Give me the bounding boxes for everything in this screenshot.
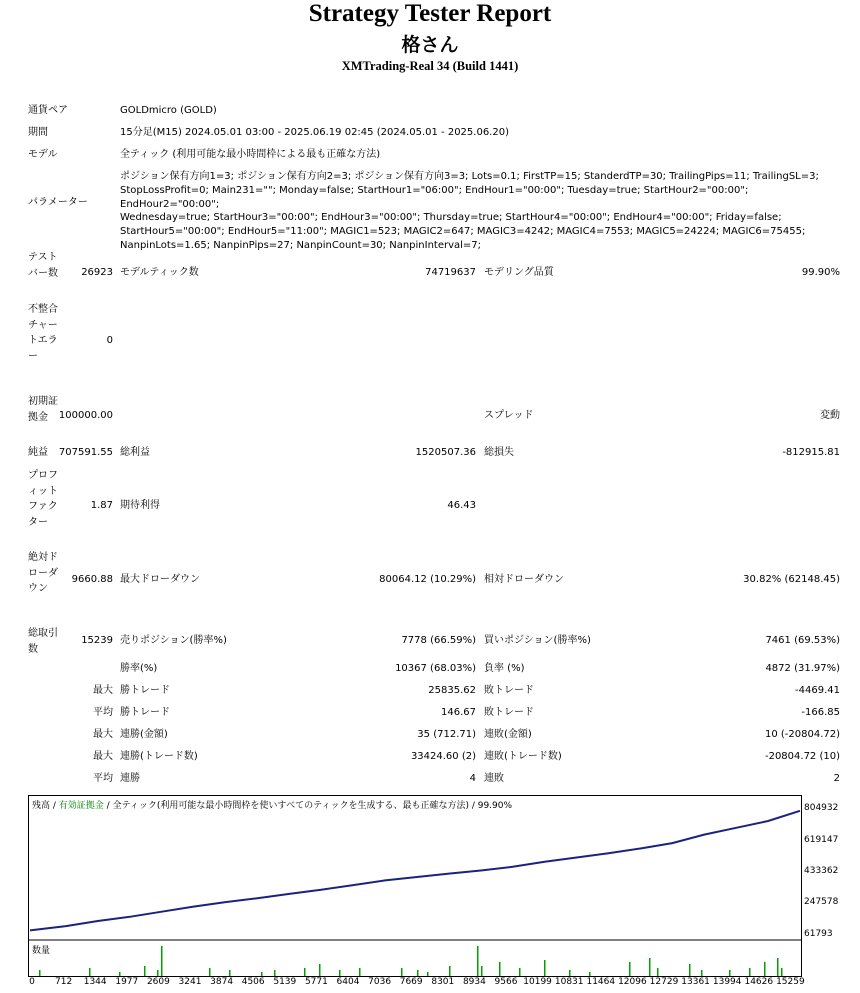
trades-value: 15239 [81,635,113,646]
win-rate-value: 10367 (68.03%) [395,663,476,674]
x-tick-label: 6404 [336,977,360,987]
params-value [120,170,820,253]
x-tick-label: 4506 [241,977,265,987]
max-cons-profit-label: 連勝(トレード数) [120,751,198,762]
ticks-label: モデルティック数 [120,267,199,278]
params-line: StartHour5="00:00"; EndHour5="11:00"; MAGIC1=523; MAGIC2=647; MAGIC3=4242; MAGIC4=7553; MAGIC5=24224; MAGIC6=75455; [120,226,806,238]
pf-row [0,468,860,544]
loss-rate-label: 負率 (%) [484,663,525,674]
avg-word: 平均 [93,773,113,784]
x-tick-label: 11464 [586,977,616,987]
legend-sep: / [103,801,113,811]
mismatch-row [0,302,860,380]
volume-bar [544,960,546,976]
pf-label: プロフィットファクター [28,470,58,528]
max-cons-losses-value: 10 (-20804.72) [764,729,840,740]
trades-row [0,626,860,658]
volume-bar [144,966,146,976]
max-cons-loss-label: 連敗(トレード数) [484,751,562,762]
deposit-value: 100000.00 [58,410,113,421]
quality-label: モデリング品質 [484,267,554,278]
chart-plot [29,796,801,976]
y-tick-label: 804932 [804,803,839,813]
max-cons-wins-value: 35 (712.71) [417,729,476,740]
params-line: StopLossProfit=0; Main231=""; Monday=false; StartHour1="06:00"; EndHour1="00:00"; Tuesday=true; StartHour2="00:00"; EndHour2="00:00"; [120,184,749,210]
x-tick-label: 13994 [712,977,742,987]
gross-profit-value: 1520507.36 [415,447,476,458]
volume-bar [777,958,779,976]
x-tick-label: 3874 [210,977,234,987]
avg-cons-losses-value: 2 [833,773,840,784]
x-tick-label: 10199 [523,977,552,987]
spread-value: 変動 [820,410,840,421]
long-label: 買いポジション(勝率%) [484,635,591,646]
x-tick-label: 0 [29,977,35,987]
max-cons-wins-label: 連勝(金額) [120,729,168,740]
max-cons-loss-value: -20804.72 (10) [764,751,840,762]
volume-bar [229,970,231,976]
deposit-row [0,394,860,440]
symbol-value: GOLDmicro (GOLD) [120,105,217,116]
drawdown-row [0,550,860,612]
gross-loss-label: 総損失 [484,447,514,458]
legend-margin: 有効証拠金 [58,801,104,811]
balance-line [30,811,800,931]
volume-bar [339,970,341,976]
legend-model: 全ティック(利用可能な最小時間枠を使いすべてのティックを生成する、最も正確な方法) [112,801,469,811]
bars-value: 26923 [81,267,113,278]
avg-cons-losses-label: 連敗 [484,773,504,784]
volume-bar [689,964,691,976]
spread-label: スプレッド [484,410,534,421]
max-word: 最大 [93,685,113,696]
volume-bar [427,972,429,976]
period-label: 期間 [28,127,48,138]
y-tick-label: 433362 [804,866,839,876]
volume-bar [764,962,766,976]
volume-bar [89,968,91,976]
volume-bar [481,966,483,976]
x-tick-label: 15259 [776,977,805,987]
params-row [0,170,860,251]
net-label: 純益 [28,447,48,458]
x-tick-label: 12096 [618,977,647,987]
x-tick-label: 8934 [462,977,486,987]
volume-bar [657,968,659,976]
max-cons-losses-label: 連敗(金額) [484,729,532,740]
volume-bar [629,962,631,976]
quality-value: 99.90% [801,267,840,278]
bars-label: テストバー数 [28,252,58,279]
expected-label: 期待利得 [120,500,160,511]
volume-bar [499,962,501,976]
gross-profit-label: 総利益 [120,447,150,458]
symbol-label: 通貨ペア [28,105,68,116]
rel-dd-label: 相対ドローダウン [484,574,564,585]
abs-dd-label: 絶対ドローダウン [28,552,58,594]
legend-quality: 99.90% [477,801,513,811]
mismatch-label: 不整合チャートエラー [28,304,58,362]
volume-bar [701,970,703,976]
avg-loss-value: -166.85 [801,707,840,718]
avg-loss-label: 敗トレード [484,707,534,718]
x-tick-label: 3241 [178,977,202,987]
model-value: 全ティック (利用可能な最小時間枠による最も正確な方法) [120,149,381,160]
chart-x-axis [28,977,808,991]
max-dd-value: 80064.12 (10.29%) [379,574,476,585]
volume-bar [569,970,571,976]
abs-dd-value: 9660.88 [71,574,113,585]
y-tick-label: 619147 [804,834,839,845]
x-tick-label: 10831 [554,977,584,987]
params-line: ポジション保有方向1=3; ポジション保有方向2=3; ポジション保有方向3=3; Lots=0.1; FirstTP=15; StanderdTP=30; TrailingPips=11; TrailingSL=3; [120,171,819,182]
volume-bar [729,970,731,976]
x-tick-label: 9566 [494,977,518,987]
x-tick-label: 12729 [649,977,679,987]
avg-win-value: 146.67 [441,707,476,718]
period-value: 15分足(M15) 2024.05.01 03:00 - 2025.06.19 02:45 (2024.05.01 - 2025.06.20) [120,127,509,138]
build-info: XMTrading-Real 34 (Build 1441) [341,59,519,73]
deposit-label: 初期証拠金 [28,396,58,423]
x-tick-label: 14626 [744,977,774,987]
volume-bar [589,972,591,976]
volume-bar [261,972,263,976]
max-dd-label: 最大ドローダウン [120,574,200,585]
params-line: NanpinLots=1.65; NanpinPips=27; NanpinCount=30; NanpinInterval=7; [120,239,482,251]
avg-win-label: 勝トレード [120,707,170,718]
x-tick-label: 2609 [146,977,170,987]
win-rate-label: 勝率(%) [120,663,158,674]
legend-sep: / [50,801,59,811]
x-tick-label: 7669 [399,977,423,987]
avg-word: 平均 [93,707,113,718]
volume-bar [649,958,651,976]
avg-cons-wins-label: 連勝 [120,773,140,784]
max-word: 最大 [93,751,113,762]
short-label: 売りポジション(勝率%) [120,635,227,646]
balance-chart [28,795,802,977]
volume-bar [119,972,121,976]
legend-balance: 残高 [32,801,51,811]
x-tick-label: 1977 [115,977,139,987]
expected-value: 46.43 [447,500,476,511]
report-title: Strategy Tester Report [308,0,552,27]
max-cons-profit-value: 33424.60 (2) [410,751,476,762]
net-value: 707591.55 [58,447,113,458]
legend-sep: / [468,801,478,811]
volume-bar [449,966,451,976]
volume-bar [781,968,783,976]
mismatch-value: 0 [106,335,113,346]
volume-bar [209,968,211,976]
volume-bar [401,968,403,976]
max-word: 最大 [93,729,113,740]
rel-dd-value: 30.82% (62148.45) [743,574,840,585]
volume-bar [519,968,521,976]
volume-bar [304,968,306,976]
volume-label: 数量 [32,946,51,956]
largest-loss-label: 敗トレード [484,685,534,696]
volume-bar [477,946,479,976]
x-tick-label: 5139 [273,977,297,987]
x-tick-label: 5771 [304,977,328,987]
volume-bar [161,946,163,976]
chart-y-axis [802,795,860,975]
x-tick-label: 1344 [83,977,107,987]
volume-bar [274,970,276,976]
pf-value: 1.87 [90,500,113,511]
params-label: パラメーター [28,197,88,208]
y-tick-label: 247578 [804,897,839,908]
report-header [0,0,860,74]
largest-loss-value: -4469.41 [795,685,840,696]
y-tick-label: 61793 [804,929,833,939]
x-tick-label: 8301 [431,977,455,987]
volume-bar [359,968,361,976]
volume-bar [749,968,751,976]
long-value: 7461 (69.53%) [765,635,840,646]
trades-label: 総取引数 [28,628,58,655]
avg-cons-wins-value: 4 [469,773,476,784]
x-tick-label: 13361 [681,977,710,987]
loss-rate-value: 4872 (31.97%) [765,663,840,674]
x-tick-label: 7036 [368,977,392,987]
params-line: Wednesday=true; StartHour3="00:00"; EndHour3="00:00"; Thursday=true; StartHour4="00:00"; EndHour4="00:00"; Friday=false; [120,212,782,224]
ticks-value: 74719637 [425,267,476,278]
bars-row [0,250,860,296]
largest-win-value: 25835.62 [428,685,476,696]
model-label: モデル [28,149,58,160]
x-tick-label: 712 [55,977,73,987]
volume-bar [157,970,159,976]
volume-bar [319,964,321,976]
volume-bar [39,970,41,976]
report-subtitle: 格さん [401,34,459,56]
gross-loss-value: -812915.81 [782,447,840,458]
volume-bar [417,970,419,976]
largest-win-label: 勝トレード [120,685,170,696]
short-value: 7778 (66.59%) [401,635,476,646]
